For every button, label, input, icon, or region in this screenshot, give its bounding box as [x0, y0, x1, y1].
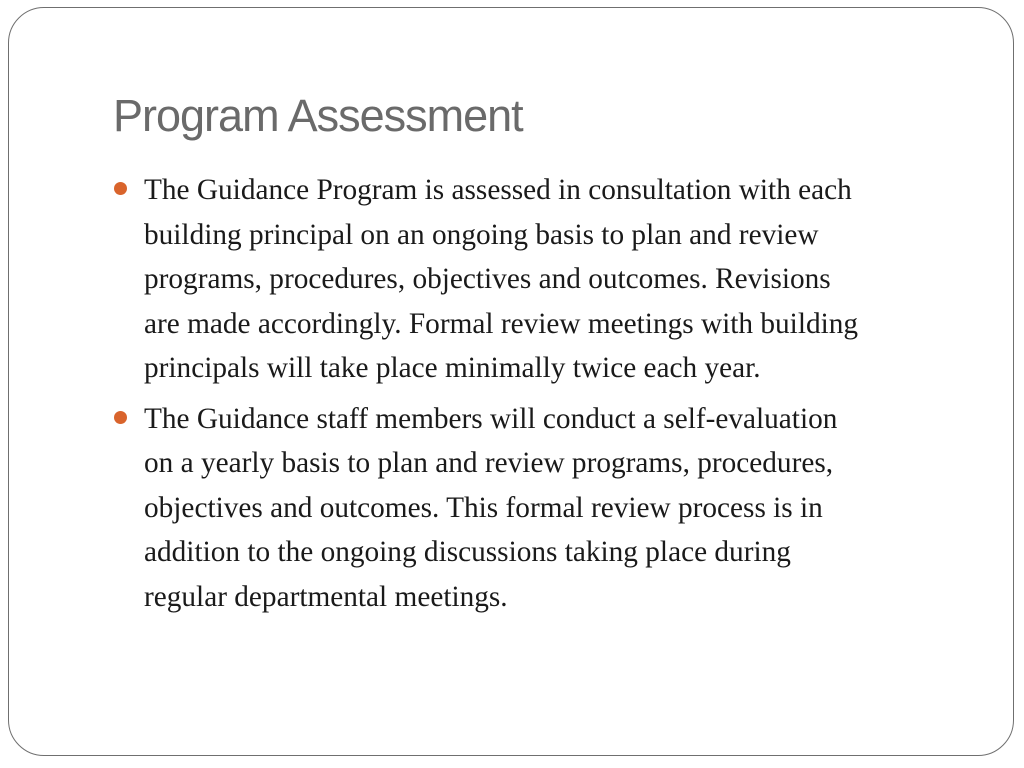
bullet-list	[144, 168, 974, 625]
bullet-line: are made accordingly. Formal review meetings with building	[144, 307, 859, 340]
bullet-line: principals will take place minimally twice each year.	[144, 352, 761, 384]
bullet-line: The Guidance Program is assessed in consultation with each	[144, 174, 852, 206]
bullet-item	[144, 168, 974, 391]
bullet-item	[144, 397, 974, 620]
bullet-line: addition to the ongoing discussions taking place during	[144, 536, 791, 568]
bullet-dot-icon	[114, 411, 127, 424]
bullet-line: regular departmental meetings.	[144, 580, 508, 613]
bullet-line: The Guidance staff members will conduct a self-evaluation	[144, 402, 838, 435]
bullet-line: building principal on an ongoing basis to plan and review	[144, 218, 819, 251]
bullet-line: programs, procedures, objectives and outcomes. Revisions	[144, 263, 831, 295]
bullet-dot-icon	[114, 182, 127, 195]
bullet-line: objectives and outcomes. This formal review process is in	[144, 491, 823, 524]
slide-title: Program Assessment	[113, 90, 523, 141]
bullet-line: on a yearly basis to plan and review programs, procedures,	[144, 447, 834, 479]
